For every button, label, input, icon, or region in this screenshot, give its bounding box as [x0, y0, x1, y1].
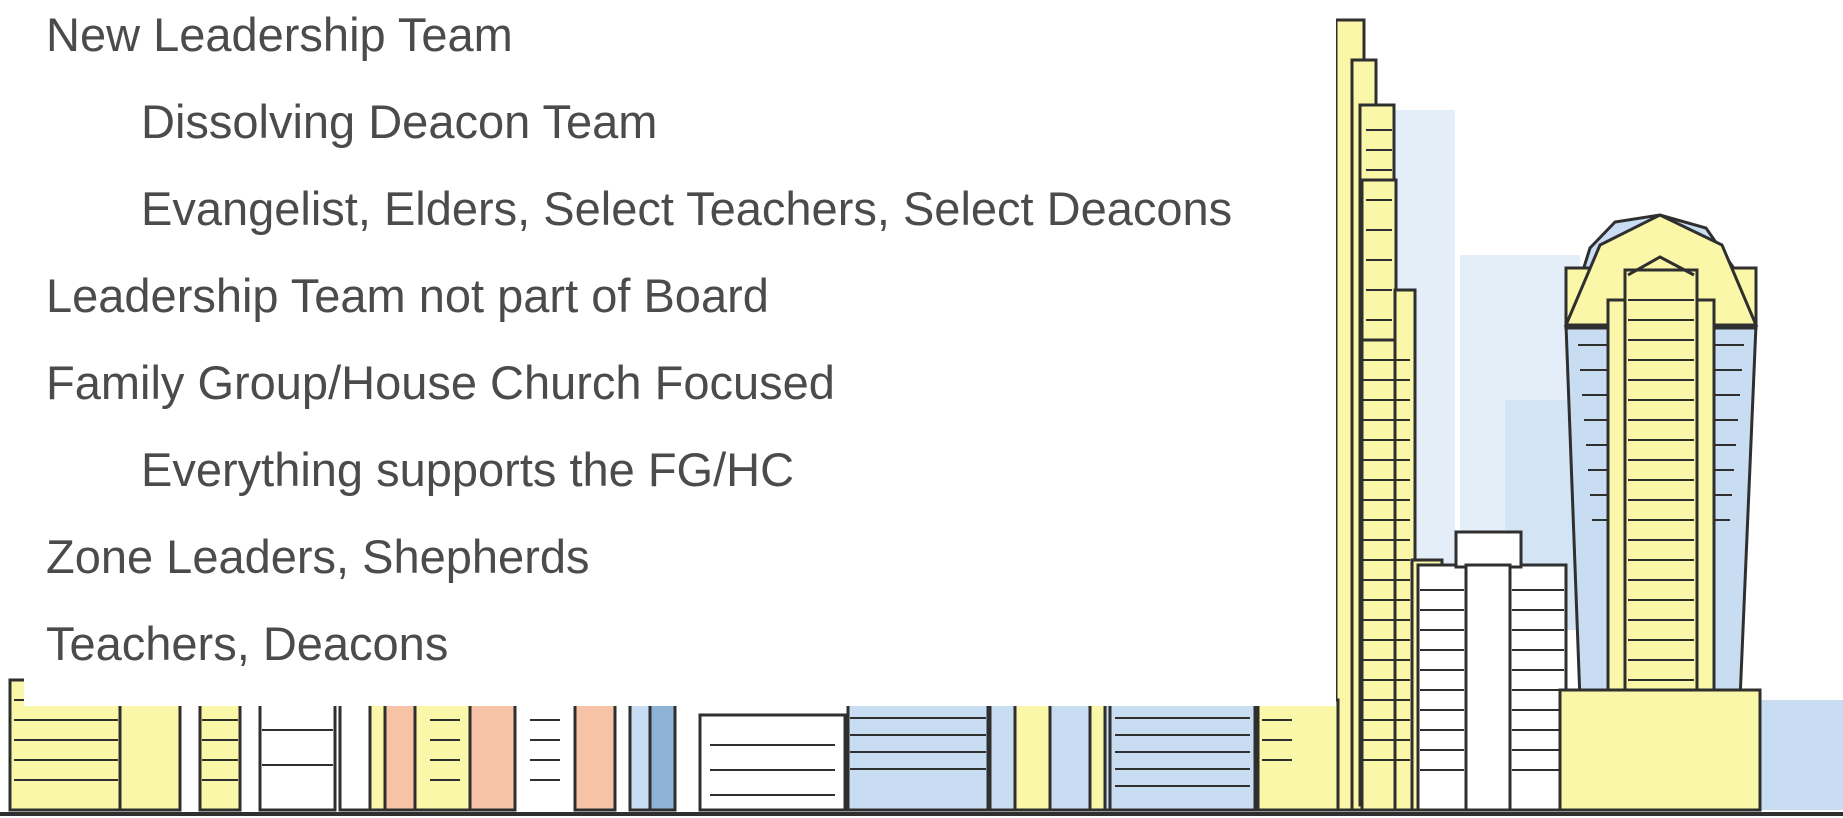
bullet-leadership-not-board: Leadership Team not part of Board — [46, 269, 769, 322]
bullet-new-leadership-team: New Leadership Team — [46, 8, 513, 61]
sub-bullet-dissolving-deacon-team: Dissolving Deacon Team — [141, 95, 658, 148]
bullet-teachers-deacons: Teachers, Deacons — [46, 617, 449, 670]
sub-bullet-everything-supports: Everything supports the FG/HC — [141, 443, 795, 496]
text-panel — [24, 0, 1336, 706]
bullet-family-group-focused: Family Group/House Church Focused — [46, 356, 835, 409]
bullet-zone-leaders: Zone Leaders, Shepherds — [46, 530, 590, 583]
sub-bullet-leadership-members: Evangelist, Elders, Select Teachers, Select Deacons — [141, 182, 1233, 235]
